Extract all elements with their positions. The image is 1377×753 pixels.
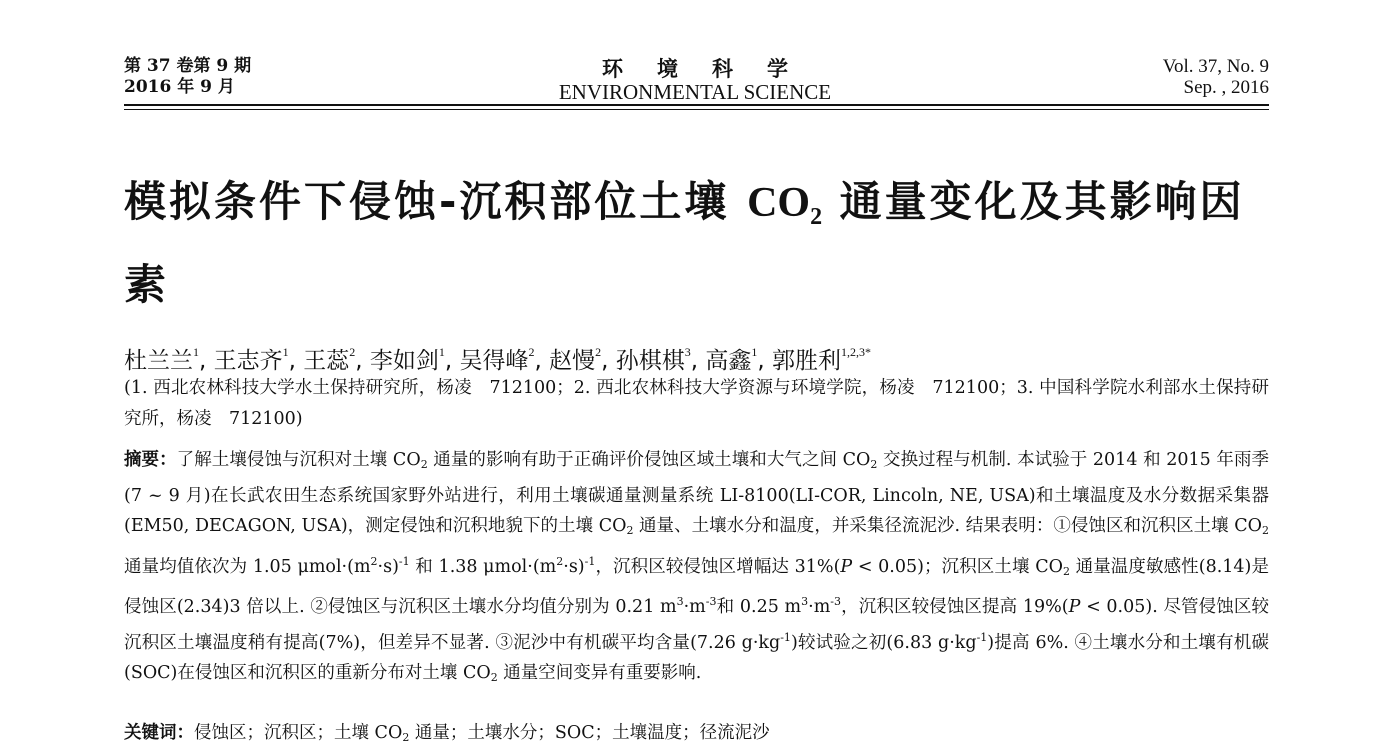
paper-title (124, 168, 1269, 318)
author: 高鑫$^1$ (705, 345, 758, 374)
volume-en: Vol. 37, No. 9 (1162, 56, 1269, 77)
journal-title-en: ENVIRONMENTAL SCIENCE (558, 80, 832, 104)
abstract-label: 摘要： (124, 450, 177, 470)
author: 李如剑$^1$ (369, 345, 445, 374)
author: 王志齐$^1$ (213, 345, 289, 374)
title-co: CO (747, 180, 811, 226)
header-left (124, 56, 251, 98)
author-list: 杜兰兰$^1$, 王志齐$^1$, 王蕊$^2$, 李如剑$^1$, 吴得峰$^2$, 赵慢$^2$, 孙棋棋$^3$, 高鑫$^1$, 郭胜利$^{1,2,3*}$ (124, 345, 871, 374)
author: 吴得峰$^2$ (459, 345, 535, 374)
header-rule-thick (124, 104, 1269, 106)
date-en: Sep. , 2016 (1183, 77, 1269, 98)
volume-cn: 第 37 卷第 9 期 (124, 56, 252, 76)
header-right (1163, 56, 1269, 98)
author: 孙棋棋$^3$ (615, 345, 691, 374)
author: 郭胜利$^{1,2,3*}$ (772, 345, 871, 374)
header-rule-thin (124, 109, 1269, 110)
title-subscript: 2 (810, 204, 823, 230)
author: 杜兰兰$^1$ (124, 345, 199, 374)
title-co2 (747, 180, 823, 230)
affiliations: (1. 西北农林科技大学水土保持研究所，杨凌 712100；2. 西北农林科技大学资源与环境学院，杨凌 712100；3. 中国科学院水利部水土保持研究所，杨凌 712100) (124, 378, 1269, 429)
author: 赵慢$^2$ (549, 345, 602, 374)
keywords: 关键词：侵蚀区；沉积区；土壤 $CO_2$ 通量；土壤水分；SOC；土壤温度；径流泥沙 (124, 723, 770, 744)
title-part-2: 通量变化及其影响因素 (124, 177, 1245, 309)
journal-title-cn: 环境科学 (602, 56, 822, 81)
keywords-label: 关键词： (124, 723, 194, 743)
date-cn: 2016 年 9 月 (124, 77, 235, 97)
abstract: 摘要：了解土壤侵蚀与沉积对土壤 $CO_2$ 通量的影响有助于正确评价侵蚀区域土壤和大气之间 $CO_2$ 交换过程与机制. 本试验于 2014 和 2015 年雨季(7 ~ 9 月)在长武农田生态系统国家野外站进行，利用土壤碳通量测量系统 LI-8100(LI-COR, Lincoln, NE, USA)和土壤温度及水分数据采集器(EM50, DECAGON, USA)，测定侵蚀和沉积地貌下的土壤 $CO_2$ 通量、土壤水分和温度，并采集径流泥沙. 结果表明：①侵蚀区和沉积区土壤 $CO_2$ 通量均值依次为 1.05 $\mu mol\cdot(m^2\cdot s)^{-1}$ 和 1.38 $\mu mol\cdot(m^2\cdot s)^{-1}$，沉积区较侵蚀区增幅达 31%(P < 0.05)；沉积区土壤 $CO_2$ 通量温度敏感性(8.14)是侵蚀区(2.34)3 倍以上. ②侵蚀区与沉积区土壤水分均值分别为 0.21 $m^3\cdot m^{-3}$和 0.25 $m^3\cdot m^{-3}$，沉积区较侵蚀区提高 19%(P < 0.05). 尽管侵蚀区较沉积区土壤温度稍有提高(7%)，但差异不显著. ③泥沙中有机碳平均含量(7.26 $g\cdot kg^{-1}$)较试验之初(6.83 $g\cdot kg^{-1}$)提高 6%. ④土壤水分和土壤有机碳(SOC)在侵蚀区和沉积区的重新分布对土壤 $CO_2$ 通量空间变异有重要影响. (124, 450, 1269, 684)
author: 王蕊$^2$ (303, 345, 356, 374)
journal-masthead (545, 57, 845, 103)
title-part-1: 模拟条件下侵蚀-沉积部位土壤 (124, 177, 748, 226)
